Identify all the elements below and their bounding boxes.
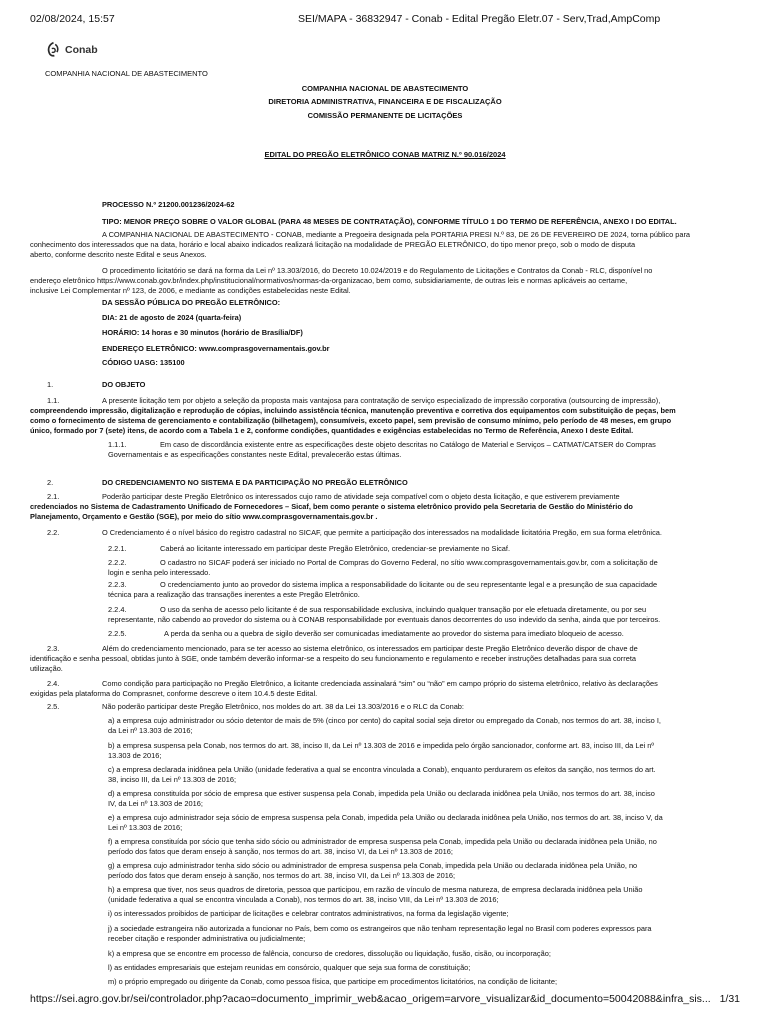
item-text: A presente licitação tem por objeto a seleção da proposta mais vantajosa para contratação de serviço especializado de impressão corporativa (outsourcing de impressão),: [102, 396, 661, 405]
item-text: Além do credenciamento mencionado, para se ter acesso ao sistema eletrônico, os interessados em participar deste Pregão Eletrônico deverão dispor de chave de: [102, 644, 638, 653]
alinea: g) a empresa cujo administrador tenha sido sócio ou administrador de empresa suspensa pela Conab, impedida pela União ou declarada inidônea pela União, no: [108, 861, 638, 870]
item-number: 2.2.4.: [108, 605, 127, 614]
alinea: c) a empresa declarada inidônea pela União (unidade federativa a qual se encontra vinculada a Conab), enquanto perdurarem os efeitos da sanção, nos termos do art.: [108, 765, 656, 774]
page-number: 1/31: [719, 993, 740, 1005]
alinea: k) a empresa que se encontre em processo de falência, concurso de credores, dissolução ou liquidação, fusão, cisão, ou incorporação;: [108, 949, 551, 958]
alinea: 38, inciso III, da Lei nº 13.303 de 2016;: [108, 775, 237, 784]
item-number: 2.4.: [47, 679, 60, 688]
section-title: DO CREDENCIAMENTO NO SISTEMA E DA PARTICIPAÇÃO NO PREGÃO ELETRÔNICO: [102, 478, 408, 487]
alinea: e) a empresa cujo administrador seja sócio de empresa suspensa pela Conab, impedida pela União ou declarada inidônea pela União, nos termos do art. 38, inciso V, da: [108, 813, 663, 822]
item-number: 2.2.2.: [108, 558, 127, 567]
item-text: O credenciamento junto ao provedor do sistema implica a responsabilidade do licitante ou de seu representante legal e a presunção de sua capacidade: [160, 580, 658, 589]
alinea: i) os interessados proibidos de participar de licitações e celebrar contratos administrativos, na forma da legislação vigente;: [108, 909, 509, 918]
alinea: 13.303 de 2016;: [108, 751, 162, 760]
intro-line: conhecimento dos interessados que na data, horário e local abaixo indicados realizará licitação na modalidade de PREGÃO ELETRÔNICO, do tipo menor preço, sob o modo de disputa: [30, 240, 636, 249]
item-number: 2.2.5.: [108, 629, 127, 638]
sessao-title: DA SESSÃO PÚBLICA DO PREGÃO ELETRÔNICO:: [102, 298, 281, 307]
item-number: 2.2.3.: [108, 580, 127, 589]
item-text: Como condição para participação no Pregão Eletrônico, a licitante credenciada assinalará “sim” ou “não” em campo próprio do sistema eletrônico, relativo às declarações: [102, 679, 658, 688]
item-text: Poderão participar deste Pregão Eletrônico os interessados cujo ramo de atividade seja compatível com o objeto desta licitação, e que estiverem previamente: [102, 492, 620, 501]
sessao-dia: DIA: 21 de agosto de 2024 (quarta-feira): [102, 313, 242, 322]
item-number: 1.1.1.: [108, 440, 127, 449]
alinea: j) a sociedade estrangeira não autorizada a funcionar no País, bem como os estrangeiros que não tenham representação legal no Brasil com poderes expressos para: [108, 924, 652, 933]
item-number: 2.2.1.: [108, 544, 127, 553]
alinea: a) a empresa cujo administrador ou sócio detentor de mais de 5% (cinco por cento) do capital social seja diretor ou empregado da Conab, nos termos do art. 38, inciso I,: [108, 716, 661, 725]
item-text: O cadastro no SICAF poderá ser iniciado no Portal de Compras do Governo Federal, no sítio www.comprasgovernamentais.gov.br, com a solicitação de: [160, 558, 658, 567]
alinea: receber citação e responder administrativa ou judicialmente;: [108, 934, 306, 943]
alinea: m) o próprio empregado ou dirigente da Conab, como pessoa física, que participe em procedimentos licitatórios, na condição de licitante;: [108, 977, 558, 986]
alinea: da Lei nº 13.303 de 2016;: [108, 726, 193, 735]
item-text: Governamentais e as especificações constantes neste Edital, prevalecerão estas últimas.: [108, 450, 402, 459]
item-text: utilização.: [30, 664, 63, 673]
intro-line: A COMPANHIA NACIONAL DE ABASTECIMENTO - CONAB, mediante a Pregoeira designada pela PORTARIA PRESI N.º 83, DE 26 DE FEVEREIRO DE 2024, torna público para: [102, 230, 691, 239]
item-number: 2.5.: [47, 702, 60, 711]
alinea: f) a empresa constituída por sócio que tenha sido sócio ou administrador de empresa suspensa pela Conab, impedida pela União ou declarada inidônea pela União, no: [108, 837, 657, 846]
section-number: 2.: [47, 478, 54, 487]
item-number: 2.1.: [47, 492, 60, 501]
conab-logo-icon: [45, 41, 62, 58]
sessao-uasg: CÓDIGO UASG: 135100: [102, 358, 185, 367]
org-name: COMPANHIA NACIONAL DE ABASTECIMENTO: [45, 69, 208, 78]
item-text: exigidas pela plataforma do Comprasnet, conforme descreve o item 10.4.5 deste Edital.: [30, 689, 318, 698]
item-text: técnica para a realização das transações inerentes a este Pregão Eletrônico.: [108, 590, 360, 599]
heading-line-2: DIRETORIA ADMINISTRATIVA, FINANCEIRA E DE FISCALIZAÇÃO: [268, 97, 502, 106]
heading-line-3: COMISSÃO PERMANENTE DE LICITAÇÕES: [307, 111, 463, 120]
item-text: único, formado por 7 (sete) itens, de acordo com a Tabela 1 e 2, conforme condições, quantidades e exigências estabelecidas no Termo de Referência, Anexo I deste Edital.: [30, 426, 634, 435]
tipo: TIPO: MENOR PREÇO SOBRE O VALOR GLOBAL (PARA 48 MESES DE CONTRATAÇÃO), CONFORME TÍTULO 1 DO TERMO DE REFERÊNCIA, ANEXO I DO EDITAL.: [102, 217, 677, 226]
item-text: representante, não cabendo ao provedor do sistema ou à CONAB responsabilidade por eventuais danos decorrentes do uso indevido da senha, ainda que por terceiros.: [108, 615, 661, 624]
alinea: l) as entidades empresariais que estejam reunidas em consórcio, qualquer que seja sua forma de constituição;: [108, 963, 471, 972]
section-number: 1.: [47, 380, 54, 389]
item-text: como o fornecimento de sistema de gerenciamento e contabilização (bilhetagem), consumíveis, exceto papel, sem previsão de consumo mínimo, pelo período de 48 meses, em grupo: [30, 416, 672, 425]
alinea: Lei nº 13.303 de 2016;: [108, 823, 183, 832]
alinea: b) a empresa suspensa pela Conab, nos termos do art. 38, inciso II, da Lei nº 13.303 de 2016 e impedida pelo órgão sancionador, conforme art. 83, inciso III, da Lei nº: [108, 741, 655, 750]
intro-line: endereço eletrônico https://www.conab.gov.br/index.php/institucional/normativos/normas-da-organizacao, bem como, subsidiariamente, de outras leis e normas aplicáveis ao certame,: [30, 276, 628, 285]
item-text: Em caso de discordância existente entre as especificações deste objeto descritas no Catálogo de Material e Serviços – CATMAT/CATSER do Compras: [160, 440, 656, 449]
alinea: d) a empresa constituída por sócio de empresa que estiver suspensa pela Conab, impedida pela União ou declarada inidônea pela União, nos termos do art. 38, inciso: [108, 789, 655, 798]
heading-line-1: COMPANHIA NACIONAL DE ABASTECIMENTO: [301, 84, 469, 93]
print-datetime: 02/08/2024, 15:57: [30, 13, 115, 25]
alinea: período dos fatos que deram ensejo à sanção, nos termos do art. 38, inciso VI, da Lei nº 13.303 de 2016;: [108, 847, 453, 856]
item-text: compreendendo impressão, digitalização e reprodução de cópias, incluindo assistência técnica, manutenção preventiva e corretiva dos equipamentos com substituição de peças, bem: [30, 406, 676, 415]
conab-logo: [45, 41, 98, 58]
item-number: 2.3.: [47, 644, 60, 653]
sessao-horario: HORÁRIO: 14 horas e 30 minutos (horário de Brasília/DF): [102, 328, 303, 337]
intro-line: inclusive Lei Complementar nº 123, de 2006, e mediante as condições estabelecidas neste Edital.: [30, 286, 351, 295]
item-text: O uso da senha de acesso pelo licitante é de sua responsabilidade exclusiva, incluindo qualquer transação por ele efetuada diretamente, ou por seu: [160, 605, 647, 614]
print-title: SEI/MAPA - 36832947 - Conab - Edital Pregão Eletr.07 - Serv,Trad,AmpComp: [298, 13, 661, 25]
browser-print-header: [30, 13, 740, 27]
intro-line: aberto, conforme descrito neste Edital e seus Anexos.: [30, 250, 207, 259]
item-text: Caberá ao licitante interessado em participar deste Pregão Eletrônico, credenciar-se previamente no Sicaf.: [160, 544, 511, 553]
processo: PROCESSO N.º 21200.001236/2024-62: [102, 200, 235, 209]
item-text: Não poderão participar deste Pregão Eletrônico, nos moldes do art. 38 da Lei 13.303/2016 e o RLC da Conab:: [102, 702, 464, 711]
print-url: https://sei.agro.gov.br/sei/controlador.php?acao=documento_imprimir_web&acao_origem=arvore_visualizar&id_documento=50042088&infra_sis...: [30, 993, 711, 1005]
alinea: IV, da Lei nº 13.303 de 2016;: [108, 799, 203, 808]
logo-text: Conab: [65, 43, 98, 56]
item-text: A perda da senha ou a quebra de sigilo deverão ser comunicadas imediatamente ao provedor do sistema para imediato bloqueio de acesso.: [164, 629, 624, 638]
alinea: (unidade federativa a qual se encontra vinculada a Conab), nos termos do art. 38, inciso VIII, da Lei nº 13.303 de 2016;: [108, 895, 499, 904]
alinea: período dos fatos que deram ensejo à sanção, nos termos do art. 38, inciso VII, da Lei nº 13.303 de 2016;: [108, 871, 455, 880]
item-text: Planejamento, Orçamento e Gestão (SGE), por meio do sítio www.comprasgovernamentais.gov.br .: [30, 512, 378, 521]
item-number: 2.2.: [47, 528, 60, 537]
item-number: 1.1.: [47, 396, 60, 405]
item-text: identificação e senha pessoal, obtidas junto à SGE, onde também deverão informar-se a respeito do seu funcionamento e regulamento e receber instruções detalhadas para sua correta: [30, 654, 636, 663]
intro-line: O procedimento licitatório se dará na forma da Lei nº 13.303/2016, do Decreto 10.024/2019 e do Regulamento de Licitações e Contratos da Conab - RLC, disponível no: [102, 266, 653, 275]
edital-title: EDITAL DO PREGÃO ELETRÔNICO CONAB MATRIZ N.º 90.016/2024: [264, 150, 506, 159]
alinea: h) a empresa que tiver, nos seus quadros de diretoria, pessoa que participou, em razão de vínculo de mesma natureza, de empresa declarada inidônea pela União: [108, 885, 643, 894]
sessao-endereco: ENDEREÇO ELETRÔNICO: www.comprasgovernamentais.gov.br: [102, 344, 330, 353]
section-title: DO OBJETO: [102, 380, 146, 389]
item-text: credenciados no Sistema de Cadastramento Unificado de Fornecedores – Sicaf, bem como perante o sistema eletrônico provido pela Secretaria de Gestão do Ministério do: [30, 502, 633, 511]
item-text: login e senha pelo interessado.: [108, 568, 211, 577]
item-text: O Credenciamento é o nível básico do registro cadastral no SICAF, que permite a participação dos interessados na modalidade licitatória Pregão, em sua forma eletrônica.: [102, 528, 662, 537]
